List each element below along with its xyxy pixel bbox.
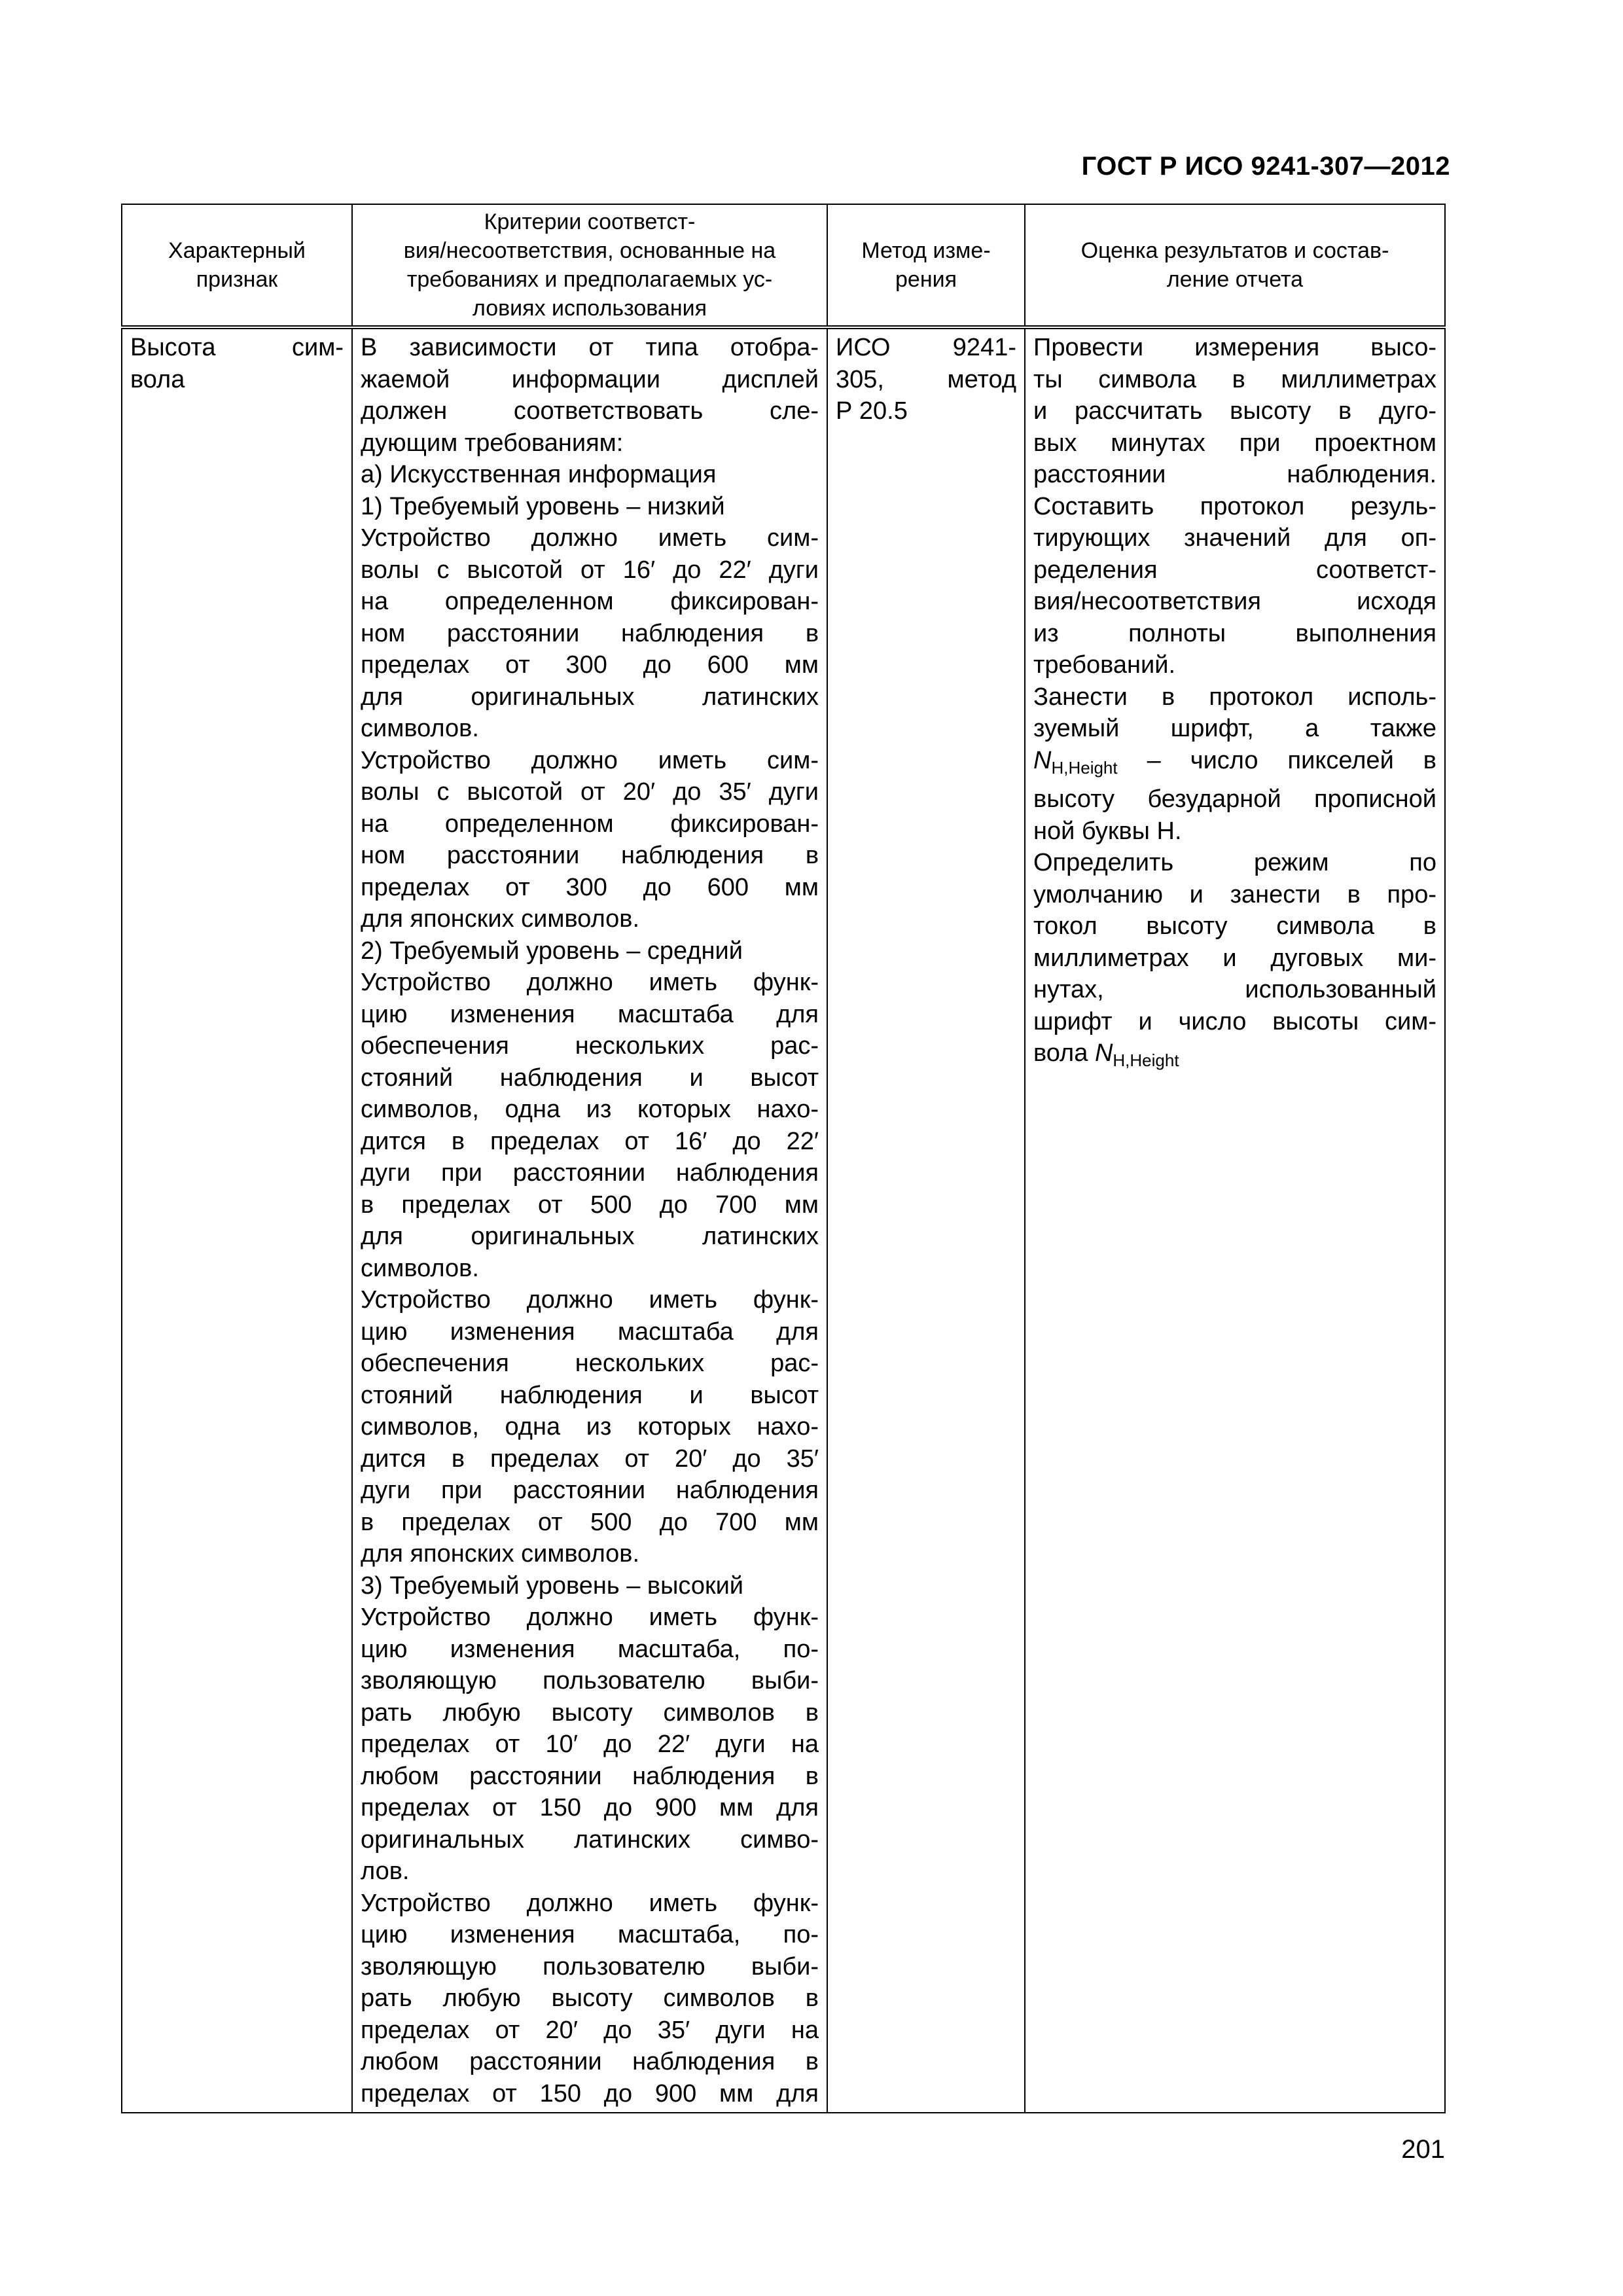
text-line: в пределах от 500 до 700 мм: [361, 1508, 819, 1536]
column-header-line: признак: [196, 267, 278, 292]
text-line: для японских символов.: [361, 1540, 640, 1568]
text-line: цию изменения масштаба для: [361, 1318, 819, 1346]
text-line: оригинальных латинских симво-: [361, 1825, 819, 1854]
text-line: должен соответствовать сле-: [361, 397, 819, 425]
feature-cell: [122, 327, 352, 2113]
text-line: пределах от 150 до 900 мм для: [361, 2079, 819, 2108]
nh-height-symbol: $N_{H,Height}$: [1033, 746, 1118, 778]
text-line: 305, метод: [836, 365, 1016, 393]
column-header-line: Характерный: [168, 238, 306, 263]
text-line: на определенном фиксирован-: [361, 810, 819, 838]
column-header-line: вия/несоответствия, основанные на: [403, 238, 776, 263]
column-header-line: ловиях использования: [472, 296, 707, 321]
text-line: Устройство должно иметь функ-: [361, 1604, 819, 1631]
text-line: любом расстоянии наблюдения в: [361, 2048, 819, 2075]
text-line: дуги при расстоянии наблюдения: [361, 1477, 819, 1504]
requirements-table: [121, 204, 1446, 2113]
text-line: зволяющую пользователю выби-: [361, 1667, 819, 1695]
text-line: зволяющую пользователю выби-: [361, 1952, 819, 1981]
text-line: а) Искусственная информация: [361, 461, 717, 488]
text-line: ты символа в миллиметрах: [1033, 365, 1436, 393]
column-header-method: [827, 204, 1025, 327]
text-line: умолчанию и занести в про-: [1033, 880, 1436, 908]
text-line: требований.: [1033, 651, 1176, 679]
text-line: для оригинальных латинских: [361, 683, 819, 711]
text-line: для японских символов.: [361, 905, 640, 933]
table-row: [122, 327, 1445, 2113]
text-line: Составить протокол резуль-: [1033, 492, 1436, 520]
text-line: пределах от 300 до 600 мм: [361, 873, 819, 901]
text-line: вых минутах при проектном: [1033, 429, 1436, 457]
text-line: рать любую высоту символов в: [361, 1984, 819, 2012]
text-line: из полноты выполнения: [1033, 619, 1436, 647]
text-line: шрифт и число высоты сим-: [1033, 1007, 1436, 1035]
column-header-line: Критерии соответст-: [484, 209, 696, 234]
text-line: ной буквы Н.: [1033, 817, 1182, 845]
nh-height-symbol: $N_{H,Height}$: [1094, 1039, 1179, 1070]
column-header-line: рения: [895, 267, 957, 292]
text-line: высоту безударной прописной: [1033, 785, 1436, 813]
text-line: цию изменения масштаба, по-: [361, 1635, 819, 1663]
text-line: и рассчитать высоту в дуго-: [1033, 397, 1436, 425]
text-line: Устройство должно иметь сим-: [361, 746, 819, 774]
text-line: $N_{H,Height}$ – число пикселей в: [1033, 746, 1436, 778]
text-line: Р 20.5: [836, 397, 908, 425]
text-line: волы с высотой от 20′ до 35′ дуги: [361, 778, 819, 806]
text-line: расстоянии наблюдения.: [1033, 461, 1436, 488]
text-line: зуемый шрифт, а также: [1033, 715, 1436, 742]
text-line: цию изменения масштаба, по-: [361, 1921, 819, 1948]
text-line: нутах, использованный: [1033, 976, 1436, 1003]
text-line: токол высоту символа в: [1033, 912, 1436, 940]
text-line: обеспечения нескольких рас-: [361, 1350, 819, 1377]
text-line: вия/несоответствия исходя: [1033, 588, 1436, 615]
text-line: жаемой информации дисплей: [361, 365, 819, 393]
text-line: стояний наблюдения и высот: [361, 1064, 819, 1092]
text-line: тирующих значений для оп-: [1033, 524, 1436, 552]
text-line: пределах от 150 до 900 мм для: [361, 1794, 819, 1821]
text-line: Устройство должно иметь функ-: [361, 1286, 819, 1314]
table-header-row: [122, 204, 1445, 327]
text-line: миллиметрах и дуговых ми-: [1033, 944, 1436, 972]
method-cell: [827, 327, 1025, 2113]
text-line: Устройство должно иметь функ-: [361, 1889, 819, 1917]
text-line: для оригинальных латинских: [361, 1223, 819, 1250]
text-line: 1) Требуемый уровень – низкий: [361, 492, 725, 520]
text-line: пределах от 300 до 600 мм: [361, 651, 819, 679]
text-line: на определенном фиксирован-: [361, 588, 819, 615]
text-line: 3) Требуемый уровень – высокий: [361, 1571, 744, 1600]
text-line: символов.: [361, 715, 479, 742]
column-header-line: Оценка результатов и состав-: [1080, 238, 1389, 263]
criteria-cell: [352, 327, 827, 2113]
column-header-line: требованиях и предполагаемых ус-: [406, 267, 773, 292]
text-line: символов, одна из которых нахо-: [361, 1096, 819, 1123]
column-header-line: ление отчета: [1166, 267, 1304, 292]
text-line: дующим требованиям:: [361, 429, 624, 457]
feature-word: Высота: [130, 334, 216, 361]
feature-word: вола: [130, 365, 185, 393]
column-header-criteria: [352, 204, 827, 327]
text-line: дится в пределах от 20′ до 35′: [361, 1444, 819, 1473]
text-line: Определить режим по: [1033, 849, 1436, 876]
document-id-header: ГОСТ Р ИСО 9241-307—2012: [1081, 152, 1450, 181]
feature-line: [130, 332, 344, 364]
column-header-line: Метод изме-: [861, 238, 991, 263]
text-line: ределения соответст-: [1033, 556, 1436, 584]
text-line: пределах от 20′ до 35′ дуги на: [361, 2016, 819, 2044]
text-line: ном расстоянии наблюдения в: [361, 619, 819, 647]
text-line: стояний наблюдения и высот: [361, 1381, 819, 1409]
text-line: рать любую высоту символов в: [361, 1698, 819, 1727]
text-line: обеспечения нескольких рас-: [361, 1032, 819, 1060]
text-line: символов.: [361, 1254, 479, 1282]
text-line: волы с высотой от 16′ до 22′ дуги: [361, 556, 819, 584]
evaluation-cell: [1025, 327, 1445, 2113]
text-line: символов, одна из которых нахо-: [361, 1413, 819, 1441]
text-line: лов.: [361, 1857, 410, 1885]
text-line: дится в пределах от 16′ до 22′: [361, 1127, 819, 1155]
text-line: Занести в протокол исполь-: [1033, 683, 1436, 711]
text-line: ИСО 9241-: [836, 334, 1016, 361]
column-header-feature: [122, 204, 352, 327]
column-header-evaluation: [1025, 204, 1445, 327]
text-line: В зависимости от типа отобра-: [361, 334, 819, 361]
text-line: ном расстоянии наблюдения в: [361, 842, 819, 869]
feature-word: сим-: [291, 334, 344, 361]
page-number: 201: [1401, 2135, 1445, 2164]
text-line: в пределах от 500 до 700 мм: [361, 1191, 819, 1219]
text-line: цию изменения масштаба для: [361, 1000, 819, 1028]
text-line: Провести измерения высо-: [1033, 334, 1436, 361]
text-line: пределах от 10′ до 22′ дуги на: [361, 1731, 819, 1758]
text-line: 2) Требуемый уровень – средний: [361, 937, 743, 965]
text-line: Устройство должно иметь функ-: [361, 969, 819, 996]
text-line: любом расстоянии наблюдения в: [361, 1762, 819, 1790]
text-line: вола $N_{H,Height}$: [1033, 1039, 1179, 1070]
text-line: дуги при расстоянии наблюдения: [361, 1159, 819, 1187]
text-line: Устройство должно иметь сим-: [361, 524, 819, 552]
